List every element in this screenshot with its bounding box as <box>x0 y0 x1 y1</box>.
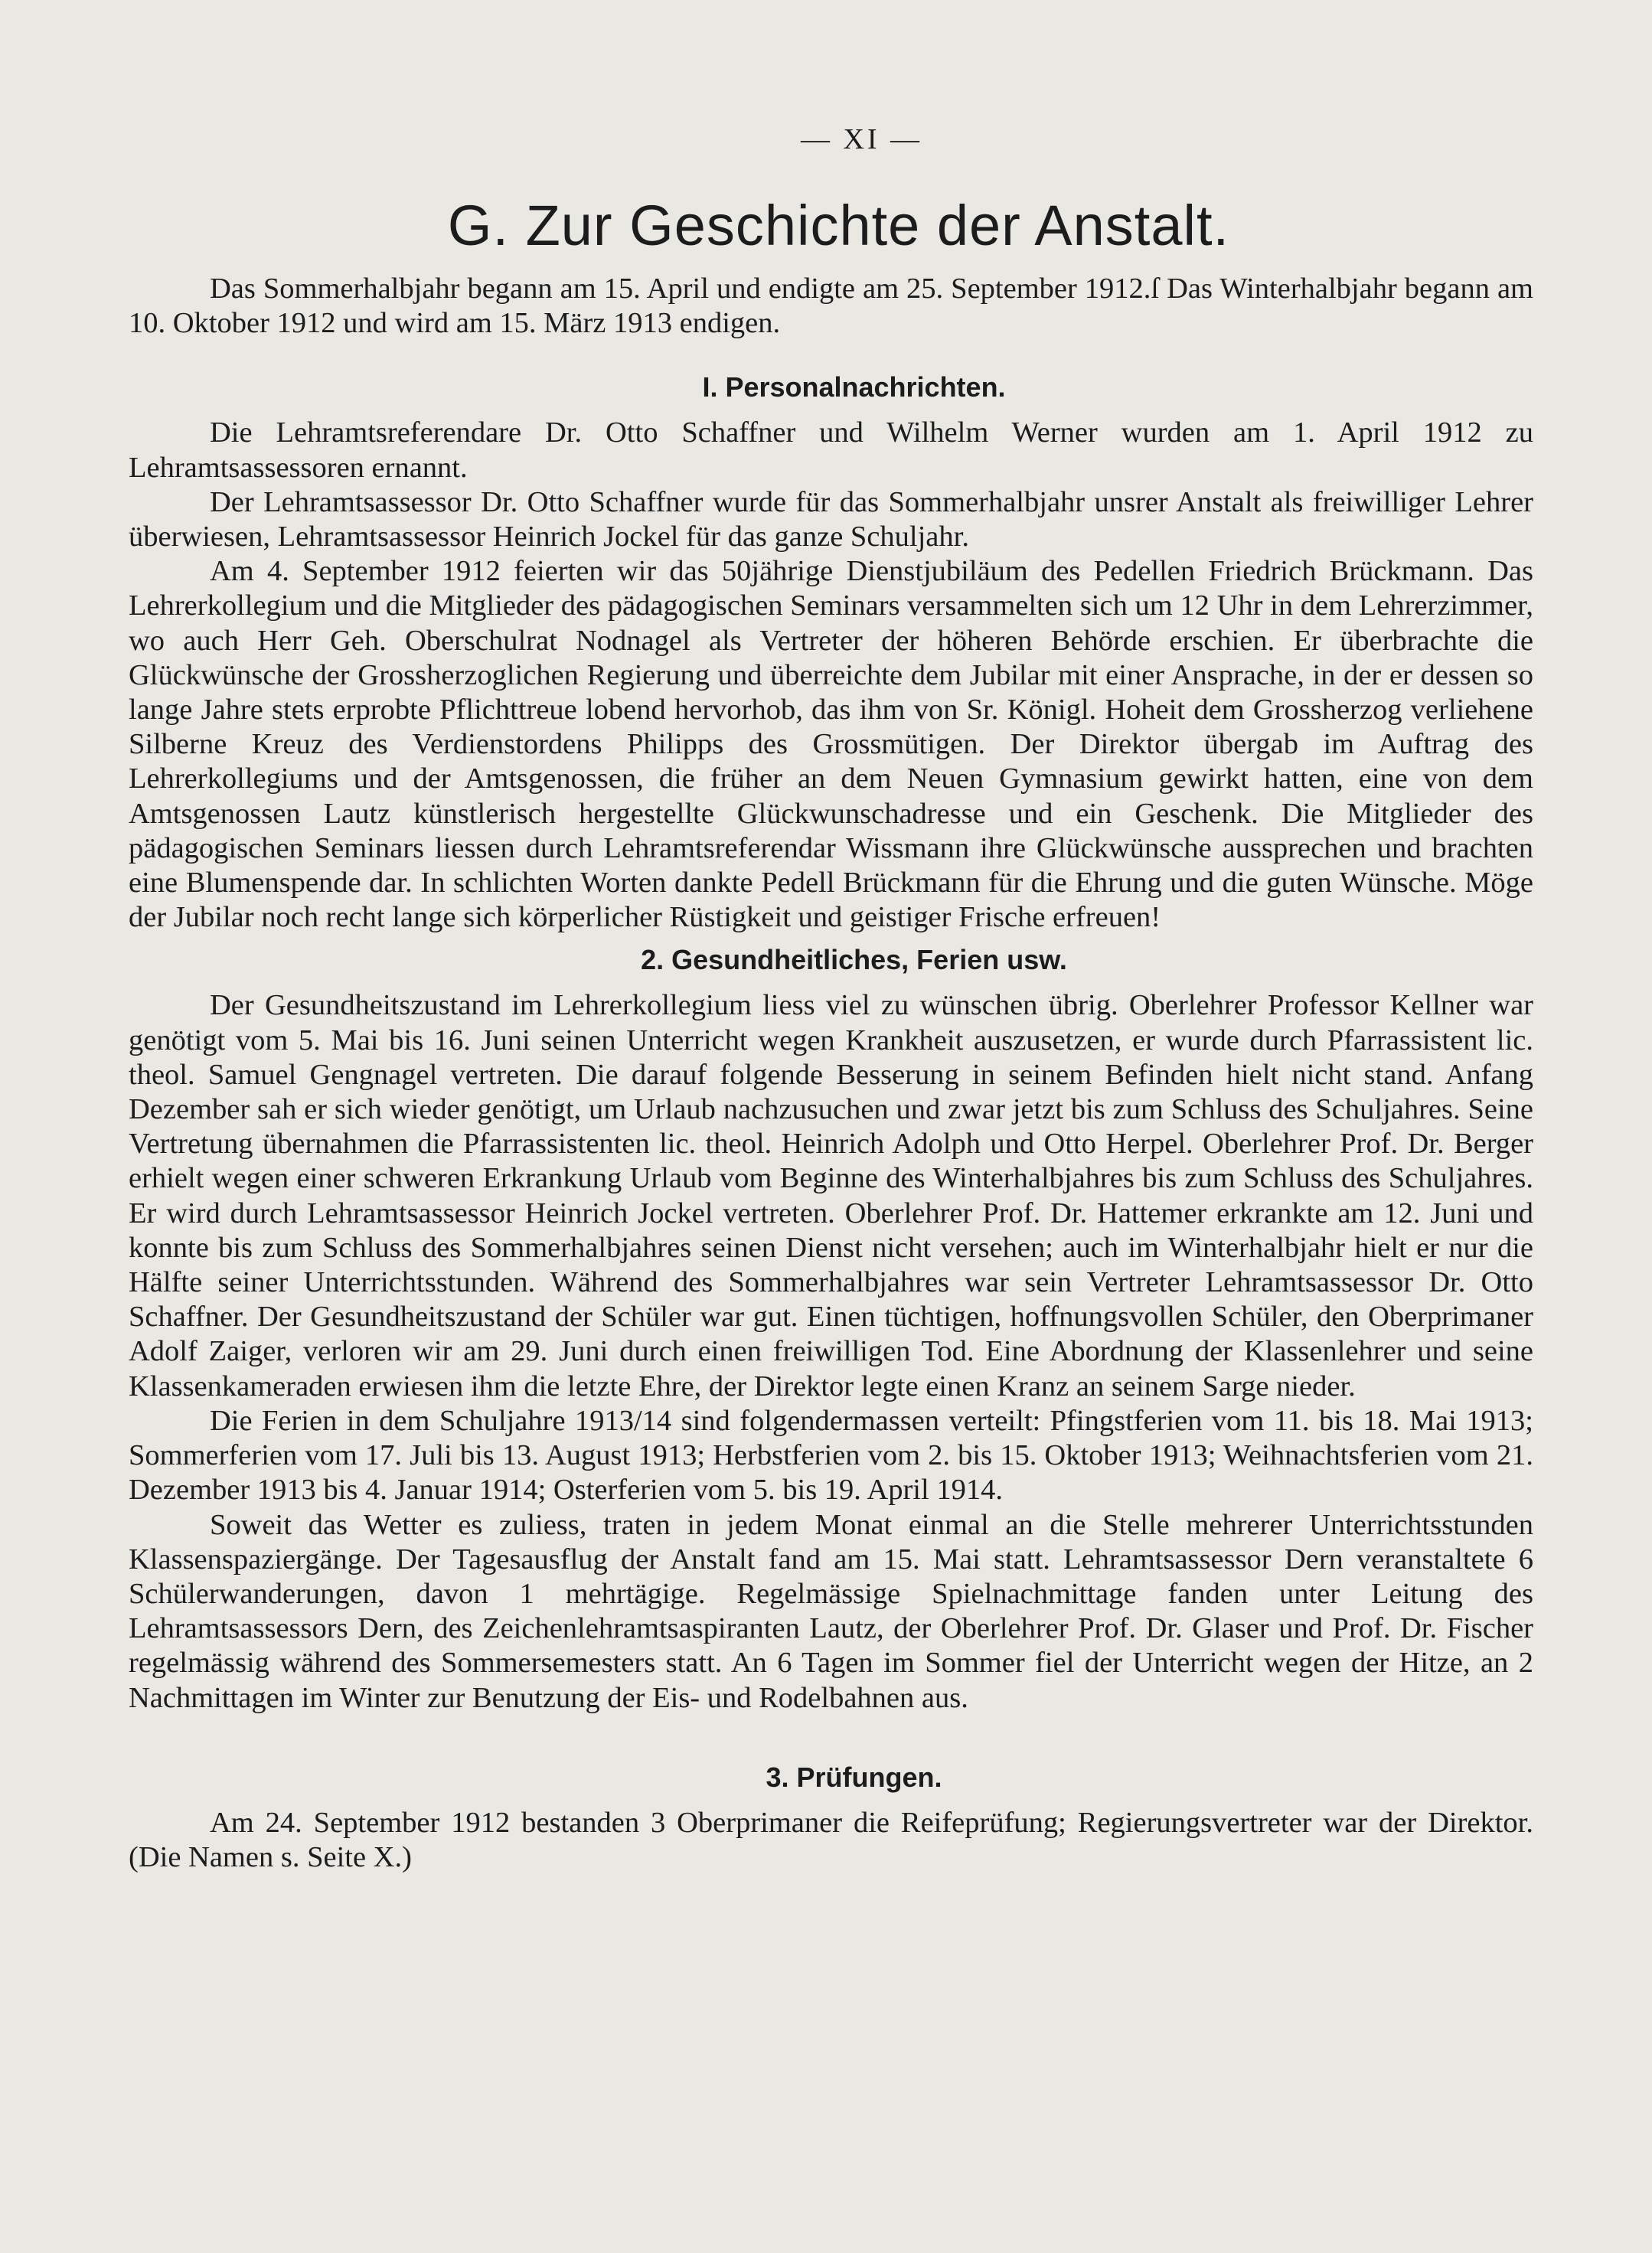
intro-paragraph: Das Sommerhalbjahr begann am 15. April und endigte am 25. September 1912.ſ Das Winterhalbjahr begann am 10. Oktober 1912 und wird am 15. März 1913 endigen. <box>129 273 1533 340</box>
paragraph-personal-3: Am 4. September 1912 feierten wir das 50jährige Dienstjubiläum des Pedellen Friedrich Brückmann. Das Lehrerkollegium und die Mitglieder des pädagogischen Seminars versammelten sich um 12 Uhr in dem Lehrerzimmer, wo auch Herr Geh. Oberschulrat Nodnagel als Vertreter der höheren Behörde erschien. Er überbrachte die Glückwünsche der Grossherzoglichen Regierung und überreichte dem Jubilar mit einer Ansprache, in der er dessen so lange Jahre stets erprobte Pflichttreue lobend hervorhob, das ihm von Sr. Königl. Hoheit dem Grossherzog verliehene Silberne Kreuz des Verdienstordens Philipps des Grossmütigen. Der Direktor übergab im Auftrag des Lehrerkollegiums und der Amtsgenossen, die früher an dem Neuen Gymnasium gewirkt hatten, eine von dem Amtsgenossen Lautz künstlerisch hergestellte Glückwunschadresse und ein Geschenk. Die Mitglieder des pädagogischen Seminars liessen durch Lehramtsreferendar Wissmann ihre Glückwünsche aussprechen und brachten eine Blumenspende dar. In schlichten Worten dankte Pedell Brückmann für die Ehrung und die guten Wünsche. Möge der Jubilar noch recht lange sich körperlicher Rüstigkeit und geistiger Frische erfreuen! <box>129 555 1533 934</box>
paragraph-health-2: Die Ferien in dem Schuljahre 1913/14 sind folgendermassen verteilt: Pfingstferien vom 11. bis 18. Mai 1913; Sommerferien vom 17. Juli bis 13. August 1913; Herbstferien vom 2. bis 15. Oktober 1913; Weihnachtsferien vom 21. Dezember 1913 bis 4. Januar 1914; Osterferien vom 5. bis 19. April 1914. <box>129 1404 1533 1507</box>
section-heading-exams: 3. Prüfungen. <box>766 1761 942 1793</box>
section-heading-health: 2. Gesundheitliches, Ferien usw. <box>641 944 1067 976</box>
section-heading-personal: I. Personalnachrichten. <box>702 371 1006 403</box>
page-title: G. Zur Geschichte der Anstalt. <box>447 194 1230 257</box>
paragraph-exams-1: Am 24. September 1912 bestanden 3 Oberprimaner die Reifeprüfung; Regierungsvertreter war der Direktor. (Die Namen s. Seite X.) <box>129 1806 1533 1873</box>
page-content <box>129 122 1533 1875</box>
paragraph-personal-2: Der Lehramtsassessor Dr. Otto Schaffner wurde für das Sommerhalbjahr unsrer Anstalt als freiwilliger Lehrer überwiesen, Lehramtsassessor Heinrich Jockel für das ganze Schuljahr. <box>129 485 1533 553</box>
page-number: — XI — <box>800 123 923 155</box>
paragraph-health-3: Soweit das Wetter es zuliess, traten in jedem Monat einmal an die Stelle mehrerer Unterrichtsstunden Klassenspaziergänge. Der Tagesausflug der Anstalt fand am 15. Mai statt. Lehramtsassessor Dern veranstaltete 6 Schülerwanderungen, davon 1 mehrtägige. Regelmässige Spielnachmittage fanden unter Leitung des Lehramtsassessors Dern, des Zeichenlehramtsaspiranten Lautz, der Oberlehrer Prof. Dr. Glaser und Prof. Dr. Fischer regelmässig während des Sommersemesters statt. An 6 Tagen im Sommer fiel der Unterricht wegen der Hitze, an 2 Nachmittagen im Winter zur Benutzung der Eis- und Rodelbahnen aus. <box>129 1508 1533 1714</box>
paragraph-health-1: Der Gesundheitszustand im Lehrerkollegium liess viel zu wünschen übrig. Oberlehrer Professor Kellner war genötigt vom 5. Mai bis 16. Juni seinen Unterricht wegen Krankheit auszusetzen, er wurde durch Pfarrassistent lic. theol. Samuel Gengnagel vertreten. Die darauf folgende Besserung in seinem Befinden hielt nicht stand. Anfang Dezember sah er sich wieder genötigt, um Urlaub nachzusuchen und zwar jetzt bis zum Schluss des Schuljahres. Seine Vertretung übernahmen die Pfarrassistenten lic. theol. Heinrich Adolph und Otto Herpel. Oberlehrer Prof. Dr. Berger erhielt wegen einer schweren Erkrankung Urlaub vom Beginne des Winterhalbjahres bis zum Schluss des Schuljahres. Er wird durch Lehramtsassessor Heinrich Jockel vertreten. Oberlehrer Prof. Dr. Hattemer erkrankte am 12. Juni und konnte bis zum Schluss des Sommerhalbjahres seinen Dienst nicht versehen; auch im Winterhalbjahr hielt er nur die Hälfte seiner Unterrichtsstunden. Während des Sommerhalbjahres war sein Vertreter Lehramtsassessor Dr. Otto Schaffner. Der Gesundheitszustand der Schüler war gut. Einen tüchtigen, hoffnungsvollen Schüler, den Oberprimaner Adolf Zaiger, verloren wir am 29. Juni durch einen freiwilligen Tod. Eine Abordnung der Klassenlehrer und seine Klassenkameraden erwiesen ihm die letzte Ehre, der Direktor legte einen Kranz an seinem Sarge nieder. <box>129 989 1533 1402</box>
paragraph-personal-1: Die Lehramtsreferendare Dr. Otto Schaffner und Wilhelm Werner wurden am 1. April 1912 zu Lehramtsassessoren ernannt. <box>129 416 1533 484</box>
